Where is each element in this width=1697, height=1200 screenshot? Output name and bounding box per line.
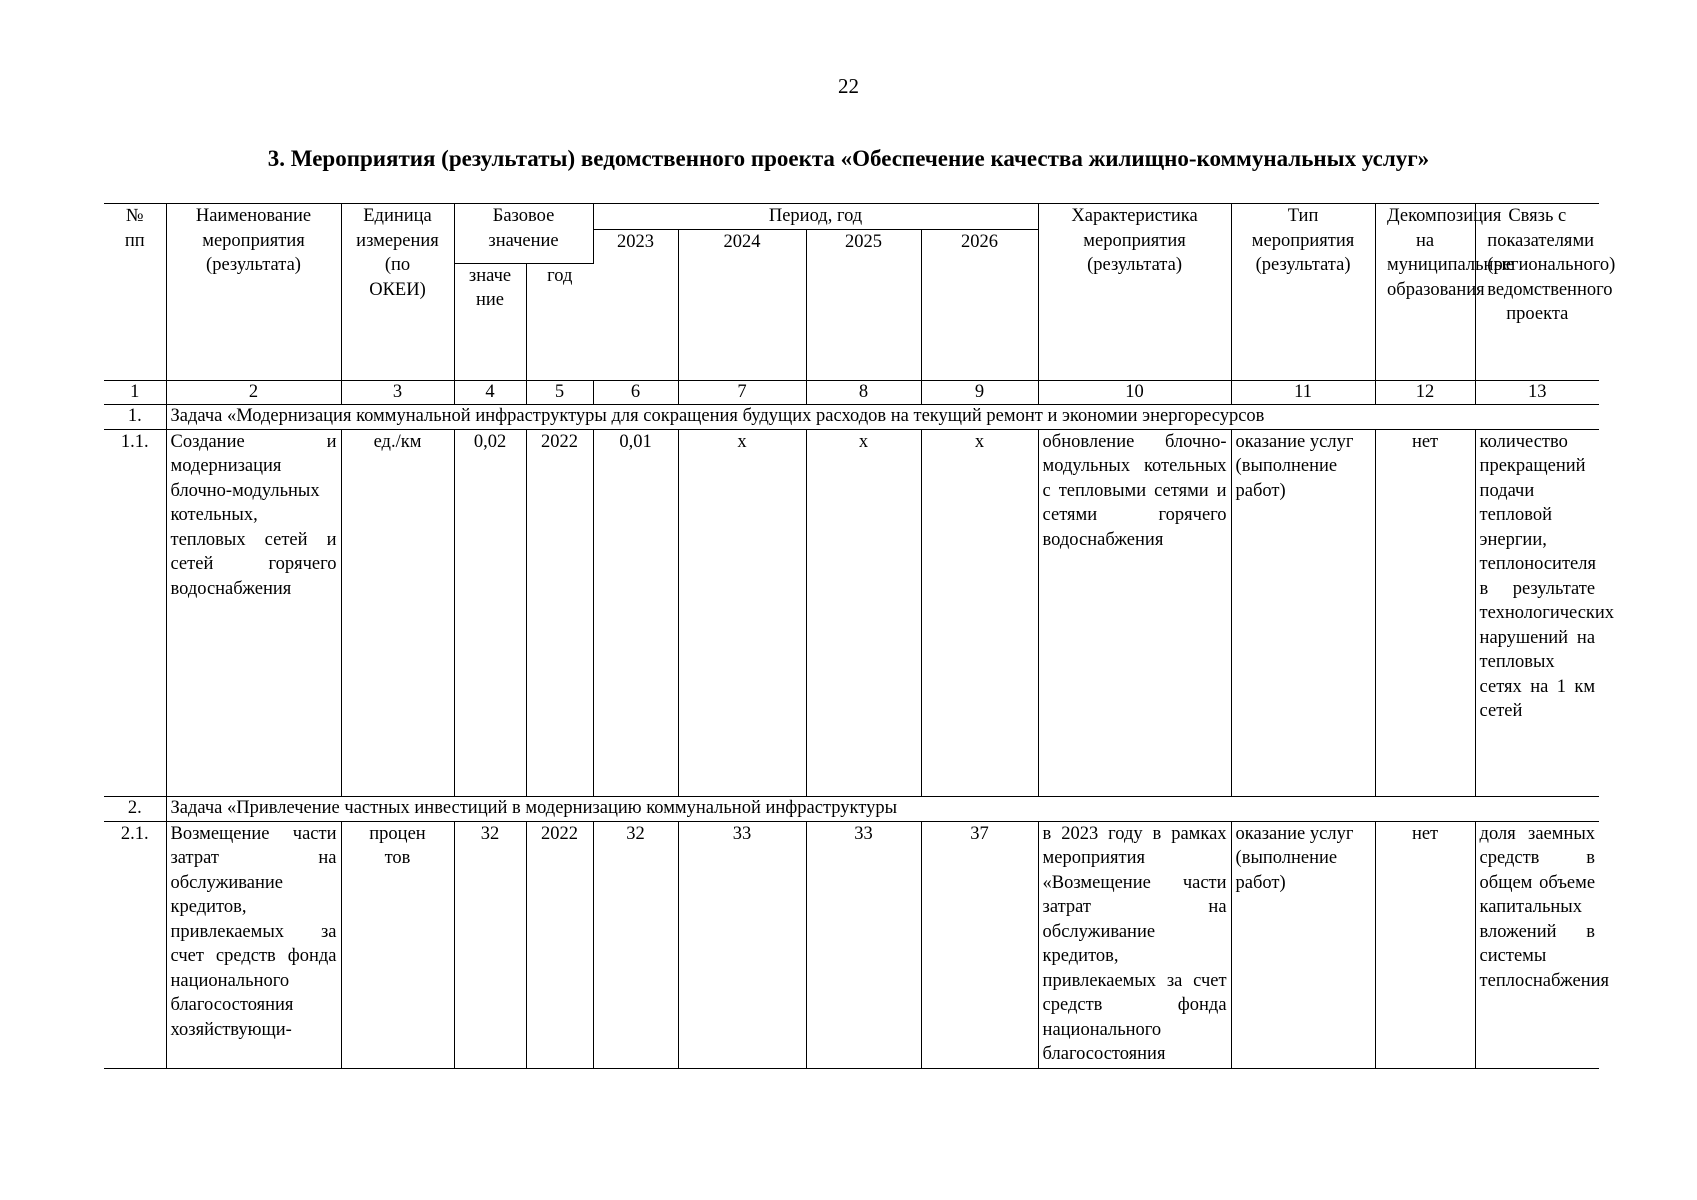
row-number: 2.1. — [104, 821, 166, 1068]
indicator-link: количество прекращений подачи тепловой энергии, теплоносителя в результате технологических нарушений на тепловых сетях на 1 км сетей — [1475, 429, 1599, 796]
decomposition: нет — [1375, 821, 1475, 1068]
header-link: Связь с показателями (регионального) ведомственного проекта — [1475, 204, 1599, 381]
page-number: 22 — [838, 74, 859, 98]
task-row — [104, 796, 1599, 821]
column-number: 7 — [678, 380, 806, 404]
header-2026: 2026 — [921, 229, 1038, 380]
header-name: Наименование мероприятия (результата) — [166, 204, 341, 381]
column-number: 12 — [1375, 380, 1475, 404]
column-number: 11 — [1231, 380, 1375, 404]
column-number: 1 — [104, 380, 166, 404]
measure-name: Создание и модернизация блочно-модульных котельных, тепловых сетей и сетей горячего водоснабжения — [166, 429, 341, 796]
value-2024: 33 — [678, 821, 806, 1068]
column-number: 6 — [593, 380, 678, 404]
document-title: 3. Мероприятия (результаты) ведомственного проекта «Обеспечение качества жилищно-коммунальных услуг» — [267, 146, 1430, 171]
header-2024: 2024 — [678, 229, 806, 380]
value-2026: х — [921, 429, 1038, 796]
header-num: № пп — [104, 204, 166, 381]
column-number: 4 — [454, 380, 526, 404]
indicator-link: доля заемных средств в общем объеме капитальных вложений в системы теплоснабжения — [1475, 821, 1599, 1068]
base-value: 0,02 — [454, 429, 526, 796]
value-2023: 0,01 — [593, 429, 678, 796]
column-numbers-row — [104, 380, 1599, 404]
task-number: 1. — [104, 404, 166, 429]
header-type: Тип мероприятия (результата) — [1231, 204, 1375, 381]
header-2025: 2025 — [806, 229, 921, 380]
value-2025: 33 — [806, 821, 921, 1068]
header-base: Базовое значение — [454, 204, 593, 264]
base-year: 2022 — [526, 429, 593, 796]
column-number: 10 — [1038, 380, 1231, 404]
task-title: Задача «Модернизация коммунальной инфраструктуры для сокращения будущих расходов на текущий ремонт и экономии энергоресурсов — [166, 404, 1599, 429]
header-decomposition: Декомпозиция на муниципальные образования — [1375, 204, 1475, 381]
task-row — [104, 404, 1599, 429]
column-number: 5 — [526, 380, 593, 404]
header-base-value: значение — [454, 263, 526, 380]
header-unit: Единица измерения (по ОКЕИ) — [341, 204, 454, 381]
table-row — [104, 821, 1599, 1068]
header-base-year: год — [526, 263, 593, 380]
column-number: 13 — [1475, 380, 1599, 404]
value-2024: х — [678, 429, 806, 796]
row-number: 1.1. — [104, 429, 166, 796]
measure-type: оказание услуг (выполнение работ) — [1231, 821, 1375, 1068]
column-number: 3 — [341, 380, 454, 404]
measure-type: оказание услуг (выполнение работ) — [1231, 429, 1375, 796]
base-value: 32 — [454, 821, 526, 1068]
table-row — [104, 429, 1599, 796]
value-2026: 37 — [921, 821, 1038, 1068]
header-characteristic: Характеристика мероприятия (результата) — [1038, 204, 1231, 381]
unit: ед./км — [341, 429, 454, 796]
column-number: 9 — [921, 380, 1038, 404]
value-2025: х — [806, 429, 921, 796]
decomposition: нет — [1375, 429, 1475, 796]
measure-name: Возмещение части затрат на обслуживание кредитов, привлекаемых за счет средств фонда национального благосостояния хозяйствующи- — [166, 821, 341, 1068]
unit: процентов — [341, 821, 454, 1068]
column-number: 8 — [806, 380, 921, 404]
header-row — [104, 204, 1599, 230]
task-title: Задача «Привлечение частных инвестиций в модернизацию коммунальной инфраструктуры — [166, 796, 1599, 821]
measures-table — [104, 203, 1616, 1069]
header-2023: 2023 — [593, 229, 678, 380]
characteristic: в 2023 году в рамках мероприятия «Возмещение части затрат на обслуживание кредитов, привлекаемых за счет средств фонда национального благосостояния — [1038, 821, 1231, 1068]
header-period: Период, год — [593, 204, 1038, 230]
base-year: 2022 — [526, 821, 593, 1068]
characteristic: обновление блочно-модульных котельных с тепловыми сетями и сетями горячего водоснабжения — [1038, 429, 1231, 796]
value-2023: 32 — [593, 821, 678, 1068]
task-number: 2. — [104, 796, 166, 821]
column-number: 2 — [166, 380, 341, 404]
